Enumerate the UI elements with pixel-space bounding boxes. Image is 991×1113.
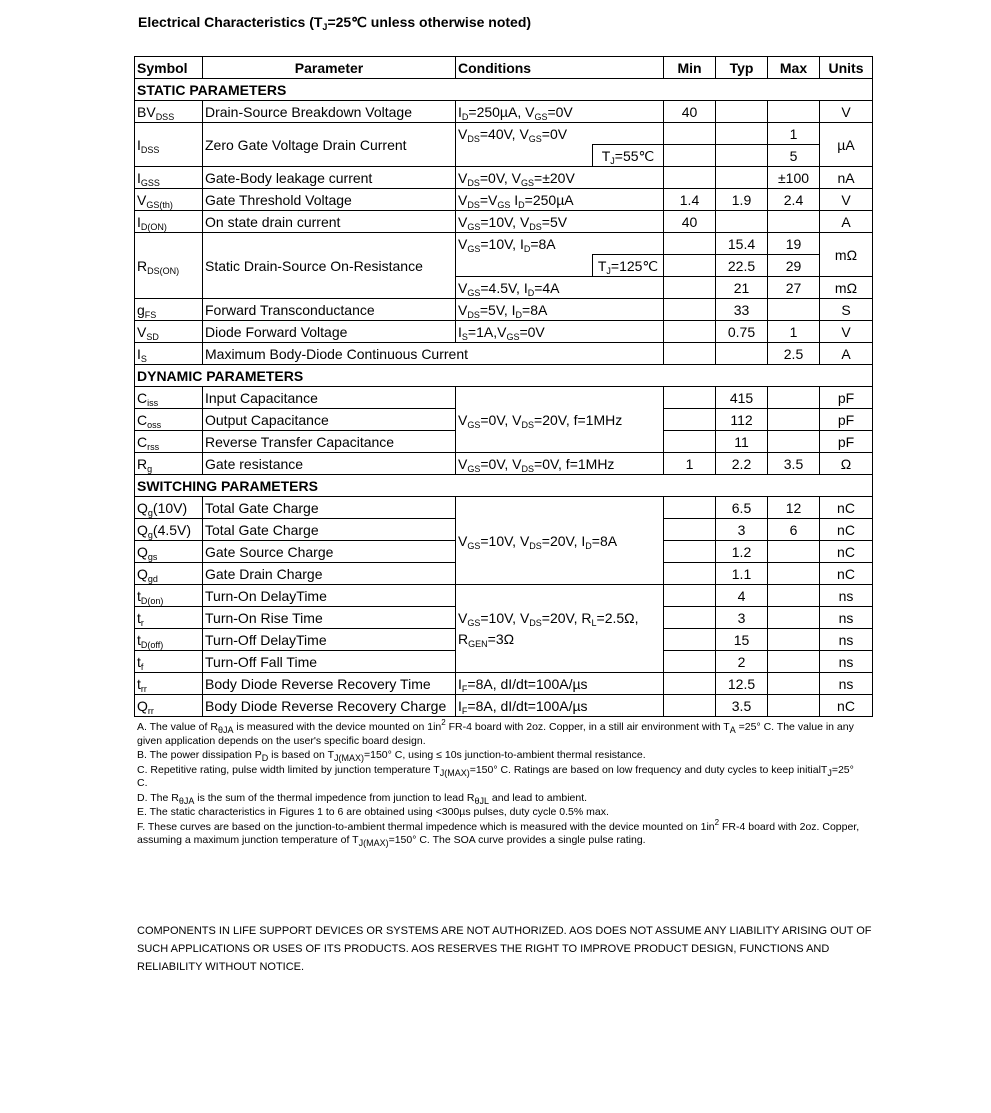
parameter-cell: Body Diode Reverse Recovery Time [203, 673, 456, 695]
parameter-cell: Gate Drain Charge [203, 563, 456, 585]
typ-cell: 22.5 [716, 255, 768, 277]
typ-cell: 1.9 [716, 189, 768, 211]
min-cell [664, 123, 716, 145]
typ-cell: 15 [716, 629, 768, 651]
symbol-cell: $t_r$ [135, 607, 203, 629]
section-dynamic: DYNAMIC PARAMETERS [135, 365, 873, 387]
table-row [135, 211, 873, 233]
parameter-cell: Reverse Transfer Capacitance [203, 431, 456, 453]
typ-cell: 3 [716, 607, 768, 629]
condition-cell: $I_D=250\mu A$, $V_{GS}=0V$ [456, 101, 664, 123]
unit-cell: pF [820, 387, 873, 409]
table-row [135, 189, 873, 211]
condition-cell: $V_{GS}=10V$, $V_{DS}=20V$, $R_L=2.5\Omega$, $R_{GEN}=3\Omega$ [456, 585, 664, 673]
header-parameter: Parameter [203, 57, 456, 79]
table-row [135, 299, 873, 321]
max-cell: 6 [768, 519, 820, 541]
unit-cell: ns [820, 607, 873, 629]
unit-cell: Ω [820, 453, 873, 475]
header-typ: Typ [716, 57, 768, 79]
max-cell: ±100 [768, 167, 820, 189]
max-cell: 12 [768, 497, 820, 519]
symbol-cell: $C_{oss}$ [135, 409, 203, 431]
max-cell: 5 [768, 145, 820, 167]
parameter-cell: Output Capacitance [203, 409, 456, 431]
liability-disclaimer: COMPONENTS IN LIFE SUPPORT DEVICES OR SYSTEMS ARE NOT AUTHORIZED. AOS DOES NOT ASSUME ANY LIABILITY ARISING OUT OF SUCH APPLICATIONS OR USES OF ITS PRODUCTS. AOS RESERVES THE RIGHT TO IMPROVE PRODUCT DESIGN, FUNCTIONS AND RELIABILITY WITHOUT NOTICE. [137, 925, 872, 973]
symbol-cell: $Q_g(4.5V)$ [135, 519, 203, 541]
typ-cell: 415 [716, 387, 768, 409]
unit-cell: ns [820, 673, 873, 695]
symbol-cell: $Q_g(10V)$ [135, 497, 203, 519]
typ-cell: 11 [716, 431, 768, 453]
tj-condition: $T_J=55℃$ [593, 145, 664, 167]
symbol-cell: $I_{DSS}$ [135, 123, 203, 167]
parameter-cell: Turn-On DelayTime [203, 585, 456, 607]
table-row [135, 387, 873, 409]
symbol-cell: $V_{GS(th)}$ [135, 189, 203, 211]
condition-cell: $V_{GS}=0V$, $V_{DS}=0V$, f=1MHz [456, 453, 664, 475]
typ-cell: 15.4 [716, 233, 768, 255]
unit-cell: ns [820, 585, 873, 607]
parameter-cell: Gate Source Charge [203, 541, 456, 563]
parameter-cell: Turn-On Rise Time [203, 607, 456, 629]
unit-cell: nC [820, 497, 873, 519]
table-row [135, 343, 873, 365]
unit-cell: nA [820, 167, 873, 189]
condition-cell: $V_{GS}=10V$, $V_{DS}=5V$ [456, 211, 664, 233]
symbol-cell: $Q_{rr}$ [135, 695, 203, 717]
typ-cell: 3.5 [716, 695, 768, 717]
footnotes [137, 718, 867, 849]
typ-cell [716, 145, 768, 167]
parameter-cell: Drain-Source Breakdown Voltage [203, 101, 456, 123]
symbol-cell: $BV_{DSS}$ [135, 101, 203, 123]
table-header-row [135, 57, 873, 79]
condition-cell: $V_{GS}=0V$, $V_{DS}=20V$, f=1MHz [456, 387, 664, 453]
min-cell [664, 145, 716, 167]
condition-cell: $V_{DS}=V_{GS}$ $I_D=250\mu A$ [456, 189, 664, 211]
parameter-cell: Gate-Body leakage current [203, 167, 456, 189]
condition-cell: $I_S=1A,V_{GS}=0V$ [456, 321, 664, 343]
note-d: D. The $R_{\theta JA}$ is the sum of the thermal impedence from junction to lead $R_{\theta JL}$ and lead to ambient. [137, 791, 588, 806]
symbol-cell: $t_f$ [135, 651, 203, 673]
parameter-cell: Diode Forward Voltage [203, 321, 456, 343]
parameter-cell: Static Drain-Source On-Resistance [203, 233, 456, 299]
symbol-cell: $Q_{gd}$ [135, 563, 203, 585]
unit-cell: V [820, 321, 873, 343]
header-conditions: Conditions [456, 57, 664, 79]
header-symbol: Symbol [135, 57, 203, 79]
min-cell: 40 [664, 101, 716, 123]
symbol-cell: $V_{SD}$ [135, 321, 203, 343]
typ-cell: 2 [716, 651, 768, 673]
parameter-cell: Gate resistance [203, 453, 456, 475]
table-row [135, 695, 873, 717]
symbol-cell: $I_{D(ON)}$ [135, 211, 203, 233]
note-b: B. The power dissipation $P_D$ is based on $T_{J(MAX)}=150^\circ$ C, using ≤ 10s junction-to-ambient thermal resistance. [137, 749, 646, 763]
min-cell: 1.4 [664, 189, 716, 211]
typ-cell: 33 [716, 299, 768, 321]
unit-cell: A [820, 343, 873, 365]
note-e: E. The static characteristics in Figures 1 to 6 are obtained using <300µs pulses, duty cycle 0.5% max. [137, 806, 609, 818]
parameter-cell: Total Gate Charge [203, 519, 456, 541]
typ-cell: 112 [716, 409, 768, 431]
unit-cell: nC [820, 541, 873, 563]
max-cell: 29 [768, 255, 820, 277]
min-cell: 1 [664, 453, 716, 475]
max-cell: 1 [768, 123, 820, 145]
symbol-cell: $C_{rss}$ [135, 431, 203, 453]
parameter-cell: Body Diode Reverse Recovery Charge [203, 695, 456, 717]
table-row [135, 497, 873, 519]
unit-cell: S [820, 299, 873, 321]
table-row [135, 453, 873, 475]
note-a: A. The value of $R_{\theta JA}$ is measured with the device mounted on $1in^2$ FR-4 board with 2oz. Copper, in a still air environment with $T_A =25^\circ$ C. The value in any given application depends on the user's specific board design. [137, 718, 854, 747]
parameter-cell: Forward Transconductance [203, 299, 456, 321]
condition-cell: $I_F=8A$, dI/dt=100A/µs [456, 673, 664, 695]
condition-cell: $V_{GS}=4.5V$, $I_D=4A$ [456, 277, 664, 299]
max-cell: 27 [768, 277, 820, 299]
symbol-cell: $I_S$ [135, 343, 203, 365]
parameter-cell: Maximum Body-Diode Continuous Current [203, 343, 664, 365]
min-cell: 40 [664, 211, 716, 233]
header-min: Min [664, 57, 716, 79]
electrical-characteristics-table [134, 56, 873, 717]
header-units: Units [820, 57, 873, 79]
condition-cell: $V_{GS}=10V$, $I_D=8A$ [456, 233, 664, 255]
unit-cell: nC [820, 695, 873, 717]
unit-cell: ns [820, 651, 873, 673]
typ-cell: 1.2 [716, 541, 768, 563]
table-row [135, 585, 873, 607]
condition-cell: $V_{GS}=10V$, $V_{DS}=20V$, $I_D=8A$ [456, 497, 664, 585]
section-static: STATIC PARAMETERS [135, 79, 873, 101]
unit-cell: pF [820, 409, 873, 431]
condition-cell: $V_{DS}=0V$, $V_{GS}=\pm 20V$ [456, 167, 664, 189]
typ-cell: 21 [716, 277, 768, 299]
condition-cell: $V_{DS}=5V$, $I_D=8A$ [456, 299, 664, 321]
symbol-cell: $C_{iss}$ [135, 387, 203, 409]
symbol-cell: $g_{FS}$ [135, 299, 203, 321]
symbol-cell: $t_{D(off)}$ [135, 629, 203, 651]
note-c: C. Repetitive rating, pulse width limited by junction temperature $T_{J(MAX)}=150^\circ$ C. Ratings are based on low frequency and duty cycles to keep initialT$_J$=25° C. [137, 763, 854, 789]
section-switching: SWITCHING PARAMETERS [135, 475, 873, 497]
table-row [135, 123, 873, 145]
page-title: Electrical Characteristics ($T_J=25℃$ unless otherwise noted) [138, 14, 532, 32]
typ-cell: 6.5 [716, 497, 768, 519]
tj-condition: $T_J=125℃$ [593, 255, 664, 277]
typ-cell: 4 [716, 585, 768, 607]
max-cell [768, 101, 820, 123]
typ-cell: 2.2 [716, 453, 768, 475]
header-max: Max [768, 57, 820, 79]
table-row [135, 101, 873, 123]
typ-cell: 12.5 [716, 673, 768, 695]
unit-cell: nC [820, 519, 873, 541]
unit-cell: mΩ [820, 277, 873, 299]
unit-cell: ns [820, 629, 873, 651]
max-cell: 19 [768, 233, 820, 255]
note-f: F. These curves are based on the junction-to-ambient thermal impedence which is measured with the device mounted on $1in^2$ FR-4 board with 2oz. Copper, assuming a maximum junction temperature of $T_{J(MAX)}=150^\circ$ C. The SOA curve provides a single pulse rating. [137, 817, 860, 848]
unit-cell: V [820, 101, 873, 123]
max-cell: 3.5 [768, 453, 820, 475]
table-row [135, 321, 873, 343]
max-cell: 2.5 [768, 343, 820, 365]
parameter-cell: Total Gate Charge [203, 497, 456, 519]
symbol-cell: $I_{GSS}$ [135, 167, 203, 189]
max-cell: 2.4 [768, 189, 820, 211]
max-cell: 1 [768, 321, 820, 343]
parameter-cell: Zero Gate Voltage Drain Current [203, 123, 456, 167]
table-row [135, 233, 873, 255]
parameter-cell: On state drain current [203, 211, 456, 233]
parameter-cell: Gate Threshold Voltage [203, 189, 456, 211]
condition-cell: $V_{DS}=40V$, $V_{GS}=0V$ [456, 123, 664, 145]
typ-cell [716, 101, 768, 123]
unit-cell: pF [820, 431, 873, 453]
unit-cell: A [820, 211, 873, 233]
typ-cell: 3 [716, 519, 768, 541]
parameter-cell: Turn-Off DelayTime [203, 629, 456, 651]
symbol-cell: $Q_{gs}$ [135, 541, 203, 563]
typ-cell [716, 123, 768, 145]
symbol-cell: $R_g$ [135, 453, 203, 475]
table-row [135, 167, 873, 189]
condition-cell: $I_F=8A$, dI/dt=100A/µs [456, 695, 664, 717]
parameter-cell: Turn-Off Fall Time [203, 651, 456, 673]
symbol-cell: $t_{D(on)}$ [135, 585, 203, 607]
parameter-cell: Input Capacitance [203, 387, 456, 409]
unit-cell: mΩ [820, 233, 873, 277]
symbol-cell: $R_{DS(ON)}$ [135, 233, 203, 299]
unit-cell: V [820, 189, 873, 211]
unit-cell: µA [820, 123, 873, 167]
symbol-cell: $t_{rr}$ [135, 673, 203, 695]
typ-cell: 0.75 [716, 321, 768, 343]
typ-cell: 1.1 [716, 563, 768, 585]
unit-cell: nC [820, 563, 873, 585]
table-row [135, 673, 873, 695]
